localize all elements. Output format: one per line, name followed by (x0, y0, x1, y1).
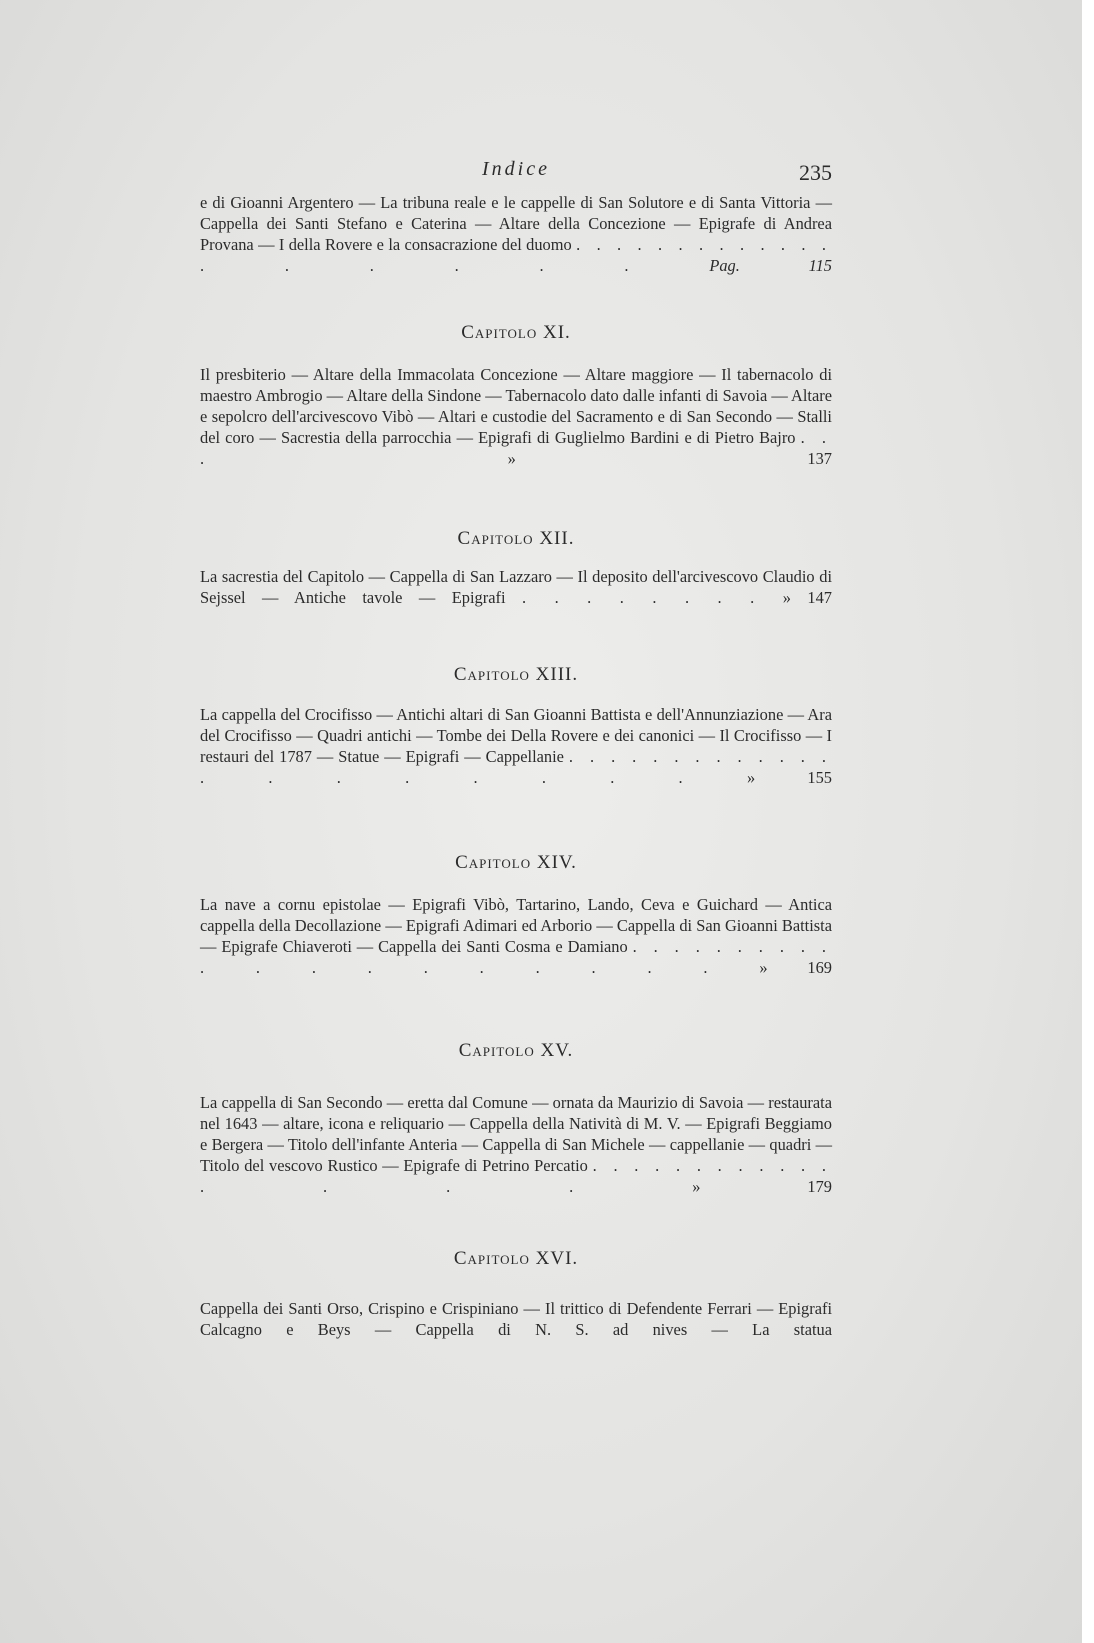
page-reference: » 179 (692, 1177, 832, 1196)
chapter-word: Capitolo (453, 1248, 530, 1269)
dot-leader: . . . (200, 428, 832, 468)
dot-leader: . . . . . . . . . . . . . . . . . . . . (200, 937, 832, 977)
toc-entry (200, 192, 832, 276)
page-reference: » 137 (507, 449, 832, 468)
chapter-numeral: XI. (542, 322, 571, 343)
chapter-numeral: XV. (540, 1040, 574, 1061)
toc-entry (200, 894, 832, 978)
page-header (200, 158, 832, 188)
dot-leader: . . . . . . . . . . . . . . . . (200, 1156, 832, 1196)
page-number: 235 (799, 160, 832, 185)
entry-text: Il presbiterio — Altare della Immacolata Concezione — Altare maggiore — Il tabernacolo di maestro Ambrogio — Altare della Sindone — Tabernacolo dato dalle infanti di Savoia — Altare e sepolcro dell'arcivescovo Vibò — Altari e custodie del Sacramento e di San Secondo — Stalli del coro — Sacrestia della parrocchia — Epigrafi di Guglielmo Bardini e di Pietro Bajro (200, 365, 832, 447)
page-reference: Pag. 115 (709, 256, 833, 275)
chapter-heading (200, 322, 832, 344)
chapter-numeral: XII. (539, 528, 575, 549)
chapter-word: Capitolo (453, 664, 530, 685)
chapter-word: Capitolo (455, 852, 532, 873)
toc-entry (200, 1298, 832, 1340)
chapter-heading (200, 1040, 832, 1062)
dot-leader: . . . . . . . . . . . . . . . . . . . (200, 235, 832, 275)
dot-leader: . . . . . . . . . . . . . . . . . . . . . (200, 747, 832, 787)
running-title: Indice (482, 158, 550, 180)
entry-text: La cappella del Crocifisso — Antichi altari di San Gioanni Battista e dell'Annunziazione — Ara del Crocifisso — Quadri antichi — Tombe dei Della Rovere e dei canonici — Il Crocifisso — I restauri del 1787 — Statue — Epigrafi — Cappellanie (200, 705, 832, 766)
chapter-numeral: XIV. (536, 852, 577, 873)
toc-entry (200, 704, 832, 788)
chapter-word: Capitolo (461, 322, 538, 343)
entry-text: Cappella dei Santi Orso, Crispino e Crispiniano — Il trittico di Defendente Ferrari — Epigrafi Calcagno e Beys — Cappella di N. S. ad nives — La statua (200, 1299, 832, 1339)
entry-text: La sacrestia del Capitolo — Cappella di San Lazzaro — Il deposito dell'arcivescovo Claudio di Sejssel — Antiche tavole — Epigrafi (200, 567, 832, 607)
page-reference: » 147 (782, 588, 832, 607)
entry-text: La cappella di San Secondo — eretta dal Comune — ornata da Maurizio di Savoia — restaurata nel 1643 — altare, icona e reliquario — Cappella della Natività di M. V. — Epigrafi Beggiamo e Bergera — Titolo dell'infante Anteria — Cappella di San Michele — cappellanie — quadri — Titolo del vescovo Rustico — Epigrafe di Petrino Percatio (200, 1093, 832, 1175)
page-reference: » 169 (759, 958, 832, 977)
toc-entry (200, 1092, 832, 1197)
toc-entry (200, 566, 832, 608)
chapter-heading (200, 1248, 832, 1270)
chapter-numeral: XVI. (535, 1248, 579, 1269)
chapter-word: Capitolo (458, 1040, 535, 1061)
toc-entry (200, 364, 832, 469)
page-reference: » 155 (746, 768, 832, 787)
chapter-heading (200, 852, 832, 874)
entry-text: La nave a cornu epistolae — Epigrafi Vibò, Tartarino, Lando, Ceva e Guichard — Antica cappella della Decollazione — Epigrafi Adimari ed Arborio — Cappella di San Gioanni Battista — Epigrafe Chiaveroti — Cappella dei Santi Cosma e Damiano (200, 895, 832, 956)
chapter-numeral: XIII. (535, 664, 579, 685)
chapter-heading (200, 528, 832, 550)
dot-leader: . . . . . . . . (522, 588, 761, 607)
chapter-word: Capitolo (457, 528, 534, 549)
chapter-heading (200, 664, 832, 686)
entry-text: e di Gioanni Argentero — La tribuna reale e le cappelle di San Solutore e di Santa Vittoria — Cappella dei Santi Stefano e Caterina — Altare della Concezione — Epigrafe di Andrea Provana — I della Rovere e la consacrazione del duomo (200, 193, 832, 254)
